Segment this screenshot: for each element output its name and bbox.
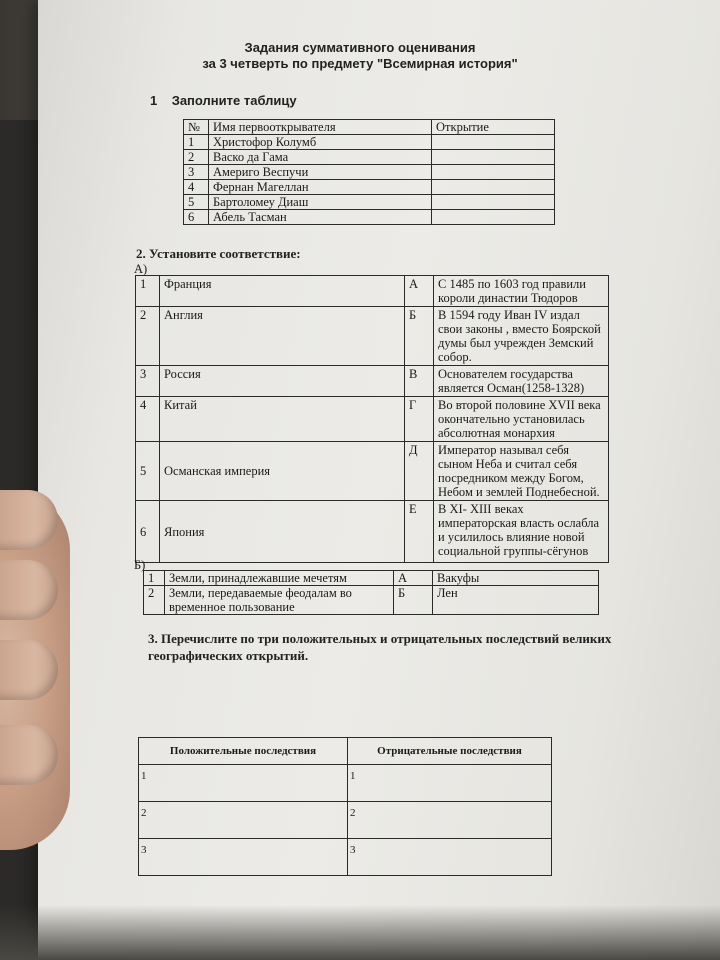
- fact-cell: В XI- XIII веках императорская власть ослабла и усилилось влияние новой социальной группы-сёгунов: [434, 501, 609, 563]
- table-row: [184, 165, 555, 180]
- row-number: 2: [136, 307, 160, 366]
- fact-cell: В 1594 году Иван IV издал свои законы , вместо Боярской думы был учрежден Земский собор.: [434, 307, 609, 366]
- table-row: [136, 442, 609, 501]
- matching-table-a: [135, 275, 609, 563]
- column-header-positive: Положительные последствия: [139, 738, 348, 765]
- part-b-label: Б): [134, 558, 146, 572]
- row-number: 2: [184, 150, 209, 165]
- table-row: [144, 586, 599, 615]
- country-cell: Англия: [160, 307, 405, 366]
- country-cell: Франция: [160, 276, 405, 307]
- row-number: 1: [136, 276, 160, 307]
- positive-cell[interactable]: 3: [139, 839, 348, 876]
- table-row: [184, 210, 555, 225]
- consequences-header-row: [139, 738, 552, 765]
- column-header-discovery: Открытие: [432, 120, 555, 135]
- discovery-cell[interactable]: [432, 195, 555, 210]
- task1-number: 1: [150, 93, 158, 108]
- letter-cell: Б: [405, 307, 434, 366]
- column-header-negative: Отрицательные последствия: [348, 738, 552, 765]
- negative-cell[interactable]: 2: [348, 802, 552, 839]
- title-line-1: Задания суммативного оценивания: [244, 40, 476, 55]
- row-number: 1: [184, 135, 209, 150]
- task2-heading: 2. Установите соответствие:: [136, 246, 301, 261]
- row-number: 5: [136, 442, 160, 501]
- matching-table-b: [143, 570, 599, 615]
- table-row: [136, 307, 609, 366]
- finger: [0, 640, 58, 700]
- row-number: 5: [184, 195, 209, 210]
- finger: [0, 490, 58, 550]
- letter-cell: Д: [405, 442, 434, 501]
- explorer-name: Абель Тасман: [209, 210, 432, 225]
- task3-heading-line-2: географических открытий.: [148, 648, 309, 663]
- fact-cell: С 1485 по 1603 год правили короли династии Тюдоров: [434, 276, 609, 307]
- task1-table: [183, 119, 555, 225]
- explorer-name: Христофор Колумб: [209, 135, 432, 150]
- positive-cell[interactable]: 2: [139, 802, 348, 839]
- land-type-cell: Земли, принадлежавшие мечетям: [165, 571, 394, 586]
- term-cell: Вакуфы: [433, 571, 599, 586]
- task3-heading-line-1: 3. Перечислите по три положительных и отрицательных последствий великих: [148, 631, 612, 646]
- discovery-cell[interactable]: [432, 165, 555, 180]
- table-row: [139, 802, 552, 839]
- row-number: 4: [184, 180, 209, 195]
- letter-cell: А: [405, 276, 434, 307]
- row-number: 1: [144, 571, 165, 586]
- fact-cell: Основателем государства является Осман(1258-1328): [434, 366, 609, 397]
- country-cell: Османская империя: [160, 442, 405, 501]
- positive-cell[interactable]: 1: [139, 765, 348, 802]
- negative-cell[interactable]: 1: [348, 765, 552, 802]
- row-number: 2: [144, 586, 165, 615]
- letter-cell: В: [405, 366, 434, 397]
- country-cell: Россия: [160, 366, 405, 397]
- floor-shadow: [0, 905, 720, 960]
- table-row: [136, 397, 609, 442]
- table-row: [136, 501, 609, 563]
- task1-heading-text: Заполните таблицу: [171, 93, 297, 108]
- explorer-name: Фернан Магеллан: [209, 180, 432, 195]
- discovery-cell[interactable]: [432, 210, 555, 225]
- letter-cell: Б: [394, 586, 433, 615]
- table-row: [139, 765, 552, 802]
- land-type-cell: Земли, передаваемые феодалам во временное пользование: [165, 586, 394, 615]
- row-number: 3: [136, 366, 160, 397]
- term-cell: Лен: [433, 586, 599, 615]
- table-row: [184, 195, 555, 210]
- negative-cell[interactable]: 3: [348, 839, 552, 876]
- table-row: [184, 135, 555, 150]
- consequences-table: [138, 737, 552, 876]
- title-line-2: за 3 четверть по предмету "Всемирная история": [202, 56, 518, 71]
- letter-cell: А: [394, 571, 433, 586]
- country-cell: Япония: [160, 501, 405, 563]
- row-number: 3: [184, 165, 209, 180]
- column-header-name: Имя первооткрывателя: [209, 120, 432, 135]
- row-number: 6: [136, 501, 160, 563]
- task1-header-row: [184, 120, 555, 135]
- table-row: [136, 366, 609, 397]
- discovery-cell[interactable]: [432, 150, 555, 165]
- hand: [0, 490, 70, 850]
- letter-cell: Е: [405, 501, 434, 563]
- fact-cell: Во второй половине XVII века окончательно установилась абсолютная монархия: [434, 397, 609, 442]
- column-header-number: №: [184, 120, 209, 135]
- table-row: [144, 571, 599, 586]
- table-row: [184, 180, 555, 195]
- explorer-name: Америго Веспучи: [209, 165, 432, 180]
- explorer-name: Васко да Гама: [209, 150, 432, 165]
- table-row: [136, 276, 609, 307]
- fact-cell: Император называл себя сыном Неба и считал себя посредником между Богом, Небом и землей Поднебесной.: [434, 442, 609, 501]
- finger: [0, 725, 58, 785]
- table-row: [184, 150, 555, 165]
- finger: [0, 560, 58, 620]
- part-a-label: А): [134, 262, 148, 276]
- discovery-cell[interactable]: [432, 135, 555, 150]
- table-row: [139, 839, 552, 876]
- explorer-name: Бартоломеу Диаш: [209, 195, 432, 210]
- discovery-cell[interactable]: [432, 180, 555, 195]
- task1-heading: [150, 93, 297, 108]
- row-number: 6: [184, 210, 209, 225]
- row-number: 4: [136, 397, 160, 442]
- letter-cell: Г: [405, 397, 434, 442]
- country-cell: Китай: [160, 397, 405, 442]
